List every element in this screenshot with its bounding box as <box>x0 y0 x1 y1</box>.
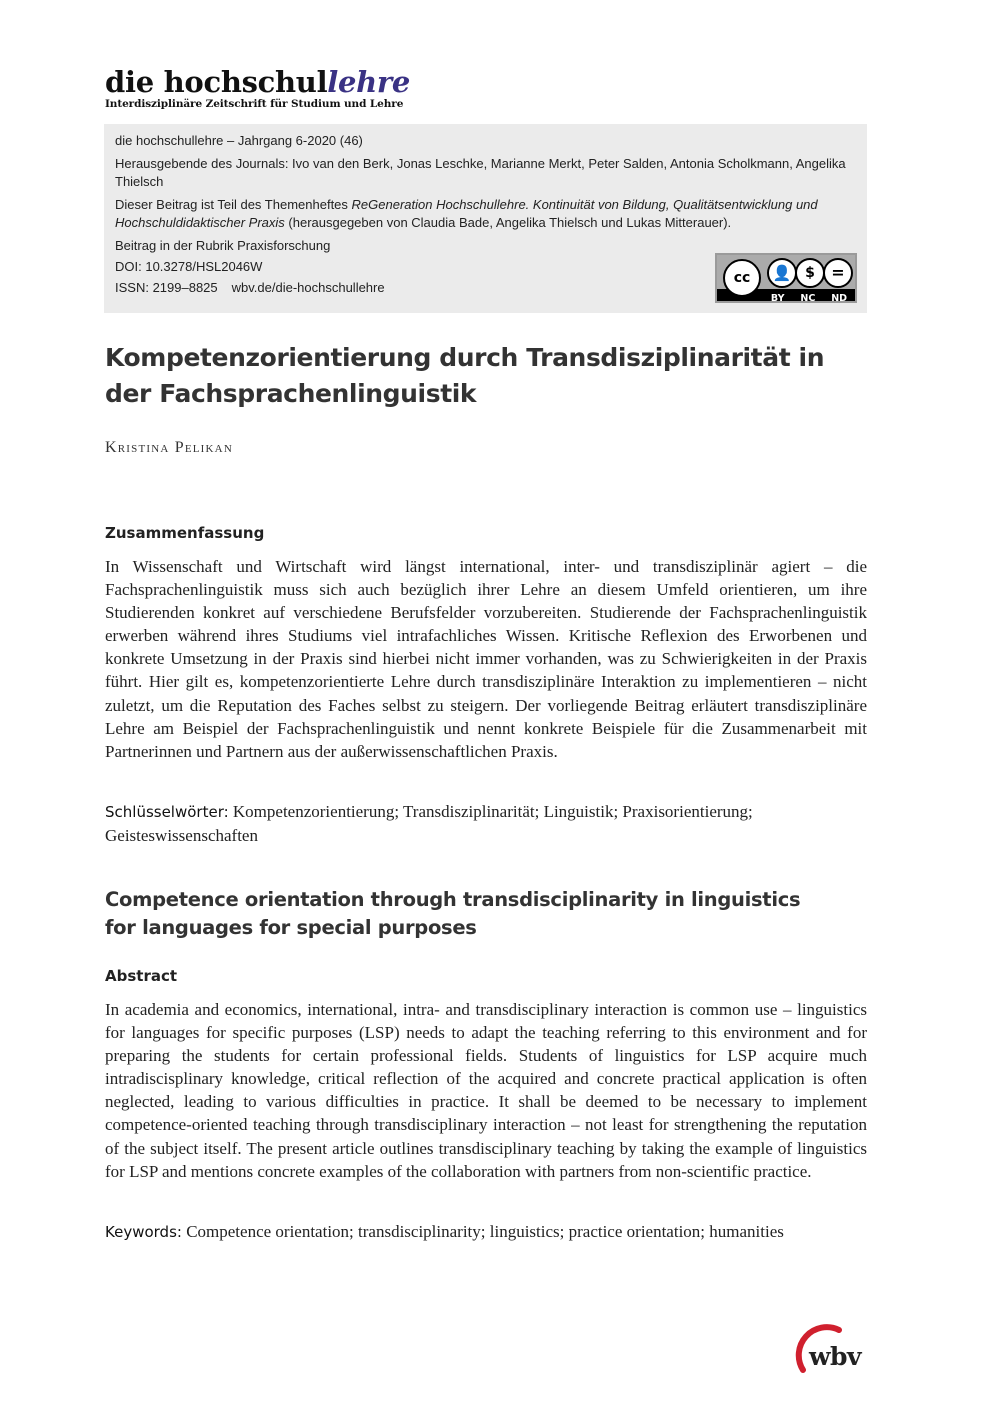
german-keywords-list: Kompetenzorientierung; Transdisziplinarität; Linguistik; Praxisorientierung; Geisteswissenschaften <box>105 802 753 845</box>
theme-issue-note <box>115 196 857 232</box>
journal-editors: Herausgebende des Journals: Ivo van den Berk, Jonas Leschke, Marianne Merkt, Peter Salden, Antonia Scholkmann, Angelika Thielsch <box>115 156 846 189</box>
article-author: Kristina Pelikan <box>105 439 233 456</box>
noderivatives-icon: = <box>823 258 853 288</box>
article-section: Beitrag in der Rubrik Praxisforschung <box>115 238 331 253</box>
journal-subtitle: Interdisziplinäre Zeitschrift für Studium und Lehre <box>105 98 404 110</box>
cc-icon: cc <box>723 259 761 297</box>
journal-logo-italic: lehre <box>327 65 411 99</box>
journal-masthead <box>105 66 435 110</box>
issn: ISSN: 2199–8825 <box>115 280 218 295</box>
wbv-publisher-logo <box>795 1324 867 1380</box>
english-keywords <box>105 1220 867 1244</box>
cc-label-nc: NC <box>800 293 816 304</box>
theme-issue-prefix: Dieser Beitrag ist Teil des Themenheftes <box>115 197 352 212</box>
cc-label-nd: ND <box>831 293 848 304</box>
journal-logo-regular: die hochschul <box>105 65 328 99</box>
publication-info-box <box>104 124 867 313</box>
english-keywords-label: Keywords: <box>105 1223 182 1241</box>
journal-logo <box>105 66 435 98</box>
summary-heading: Zusammenfassung <box>105 524 265 542</box>
german-keywords-label: Schlüsselwörter: <box>105 803 229 821</box>
journal-issue-line: die hochschullehre – Jahrgang 6-2020 (46) <box>115 133 363 148</box>
journal-website-link[interactable]: wbv.de/die-hochschullehre <box>231 280 385 295</box>
abstract-heading: Abstract <box>105 967 178 985</box>
theme-issue-title: ReGeneration Hochschullehre. Kontinuität von Bildung, Qualitätsentwicklung und Hochschuldidaktischer Praxis <box>115 197 818 230</box>
doi-link[interactable]: DOI: 10.3278/HSL2046W <box>115 259 263 274</box>
cc-labels <box>763 290 855 308</box>
theme-issue-suffix: (herausgegeben von Claudia Bade, Angelika Thielsch und Lukas Mitterauer). <box>284 215 732 230</box>
abstract-text: In academia and economics, international, intra- and transdisciplinary interaction is common use – linguistics for languages for specific purposes (LSP) needs to adapt the teaching referring to this environment and for preparing the students for certain professional fields. Students of linguistics for LSP acquire much intradiscisplinary knowledge, critical reflection of the acquired and concrete practical application is often neglected, leading to various difficulties in practice. It shall be deemed to be necessary to implement competence-oriented teaching through transdisciplinary interaction – not least for strengthening the reputation of the subject itself. The present article outlines transdisciplinary teaching by taking the example of linguistics for LSP and mentions concrete examples of the collaboration with partners from non-scientific practice. <box>105 1000 867 1181</box>
attribution-icon: 👤 <box>767 258 797 288</box>
german-keywords <box>105 800 867 847</box>
english-title: Competence orientation through transdisciplinarity in linguistics for languages for special purposes <box>105 888 801 939</box>
wbv-logo-text: wbv <box>809 1342 862 1371</box>
cc-label-by: BY <box>770 293 785 304</box>
english-keywords-list: Competence orientation; transdisciplinarity; linguistics; practice orientation; humanities <box>181 1222 784 1241</box>
noncommercial-icon: $ <box>795 258 825 288</box>
summary-text: In Wissenschaft und Wirtschaft wird längst international, inter- und transdisziplinär agiert – die Fachsprachenlinguistik muss sich auch bezüglich ihrer Lehre an diesem Umfeld orientieren, um ihre Studierenden konkret auf verschiedene Berufsfelder vorzubereiten. Studierende der Fachsprachenlinguistik erwerben während ihres Studiums viel intrafachliches Wissen. Kritische Reflexion des Erworbenen und konkrete Umsetzung in der Praxis sind hierbei nicht immer vorhanden, was zu Schwierigkeiten in der Praxis führt. Hier gilt es, kompetenzorientierte Lehre durch transdisziplinäre Interaktion zu implementieren – nicht zuletzt, um die Reputation des Faches selbst zu steigern. Der vorliegende Beitrag erläutert transdisziplinäre Lehre am Beispiel der Fachsprachenlinguistik und nennt konkrete Beispiele für die Zusammenarbeit mit Partnerinnen und Partnern aus der außerwissenschaftlichen Praxis. <box>105 557 867 761</box>
article-title: Kompetenzorientierung durch Transdisziplinarität in der Fachsprachenlinguistik <box>105 343 825 408</box>
cc-license-badge[interactable] <box>715 253 857 303</box>
